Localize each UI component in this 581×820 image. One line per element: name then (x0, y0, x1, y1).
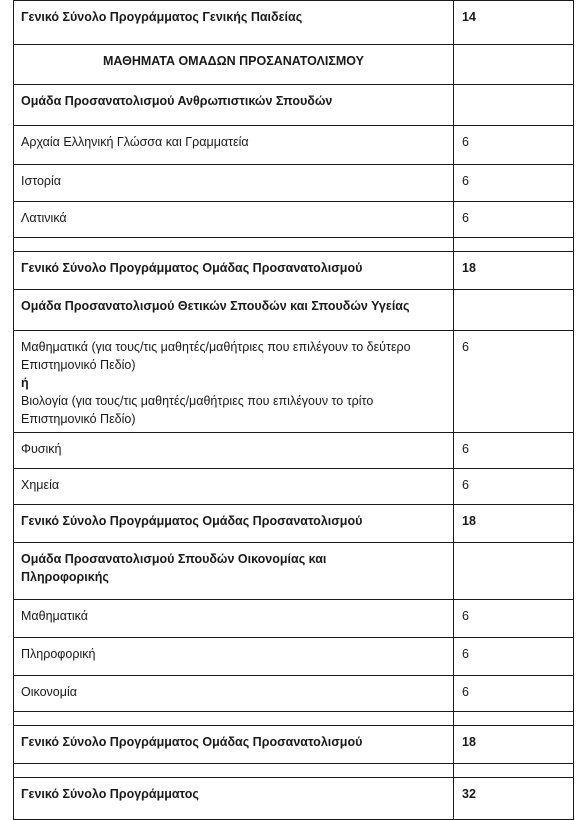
table-row-group-total (14, 726, 574, 764)
table-row (14, 433, 574, 469)
row-hours: 32 (454, 778, 574, 820)
row-hours: 6 (454, 600, 574, 638)
table-row-section-heading (14, 45, 574, 85)
table-row-subject-choice (14, 331, 574, 433)
row-hours: 6 (454, 331, 574, 433)
subject-choice-cell (14, 331, 454, 433)
subject-or-separator: ή (21, 376, 29, 390)
table-row-group-total (14, 505, 574, 543)
table-row (14, 600, 574, 638)
subject-label: Φυσική (14, 433, 454, 469)
subject-label: Πληροφορική (14, 638, 454, 676)
subject-label: Μαθηματικά (14, 600, 454, 638)
subject-label: Λατινικά (14, 202, 454, 238)
table-row (14, 469, 574, 505)
row-hours: 18 (454, 252, 574, 290)
table-row (14, 165, 574, 202)
row-label: Γενικό Σύνολο Προγράμματος Ομάδας Προσανατολισμού (14, 252, 454, 290)
table-row-general-total (14, 1, 574, 45)
row-hours: 6 (454, 202, 574, 238)
curriculum-table (13, 0, 574, 820)
group-heading: Ομάδα Προσανατολισμού Ανθρωπιστικών Σπουδών (14, 85, 454, 126)
row-hours: 14 (454, 1, 574, 45)
row-label: Γενικό Σύνολο Προγράμματος Ομάδας Προσανατολισμού (14, 726, 454, 764)
row-label: Γενικό Σύνολο Προγράμματος Γενικής Παιδείας (14, 1, 454, 45)
table-row-group-total (14, 252, 574, 290)
row-label: Γενικό Σύνολο Προγράμματος (14, 778, 454, 820)
table-row-program-total (14, 778, 574, 820)
subject-label: Ιστορία (14, 165, 454, 202)
table-row-group-heading (14, 85, 574, 126)
row-hours: 18 (454, 726, 574, 764)
subject-label: Χημεία (14, 469, 454, 505)
table-row (14, 638, 574, 676)
row-hours: 6 (454, 165, 574, 202)
subject-label: Αρχαία Ελληνική Γλώσσα και Γραμματεία (14, 126, 454, 165)
row-hours: 6 (454, 676, 574, 712)
table-row-group-heading (14, 543, 574, 600)
subject-label: Οικονομία (14, 676, 454, 712)
subject-option-a: Μαθηματικά (για τους/τις μαθητές/μαθήτριες που επιλέγουν το δεύτερο Επιστημονικό Πεδίο) (21, 340, 411, 372)
section-heading: ΜΑΘΗΜΑΤΑ ΟΜΑΔΩΝ ΠΡΟΣΑΝΑΤΟΛΙΣΜΟΥ (14, 45, 454, 85)
table-row (14, 202, 574, 238)
row-hours (454, 45, 574, 85)
row-separator (14, 764, 574, 778)
row-label: Γενικό Σύνολο Προγράμματος Ομάδας Προσανατολισμού (14, 505, 454, 543)
table-row (14, 126, 574, 165)
row-hours (454, 85, 574, 126)
row-hours: 6 (454, 638, 574, 676)
subject-option-b: Βιολογία (για τους/τις μαθητές/μαθήτριες που επιλέγουν το τρίτο Επιστημονικό Πεδίο) (21, 394, 374, 426)
row-hours: 18 (454, 505, 574, 543)
group-heading: Ομάδα Προσανατολισμού Θετικών Σπουδών και Σπουδών Υγείας (14, 290, 454, 331)
row-hours: 6 (454, 469, 574, 505)
group-heading: Ομάδα Προσανατολισμού Σπουδών Οικονομίας και Πληροφορικής (14, 543, 454, 600)
row-separator (14, 238, 574, 252)
table-row-group-heading (14, 290, 574, 331)
row-hours: 6 (454, 126, 574, 165)
row-hours: 6 (454, 433, 574, 469)
row-hours (454, 290, 574, 331)
row-hours (454, 543, 574, 600)
table-row (14, 676, 574, 712)
row-separator (14, 712, 574, 726)
